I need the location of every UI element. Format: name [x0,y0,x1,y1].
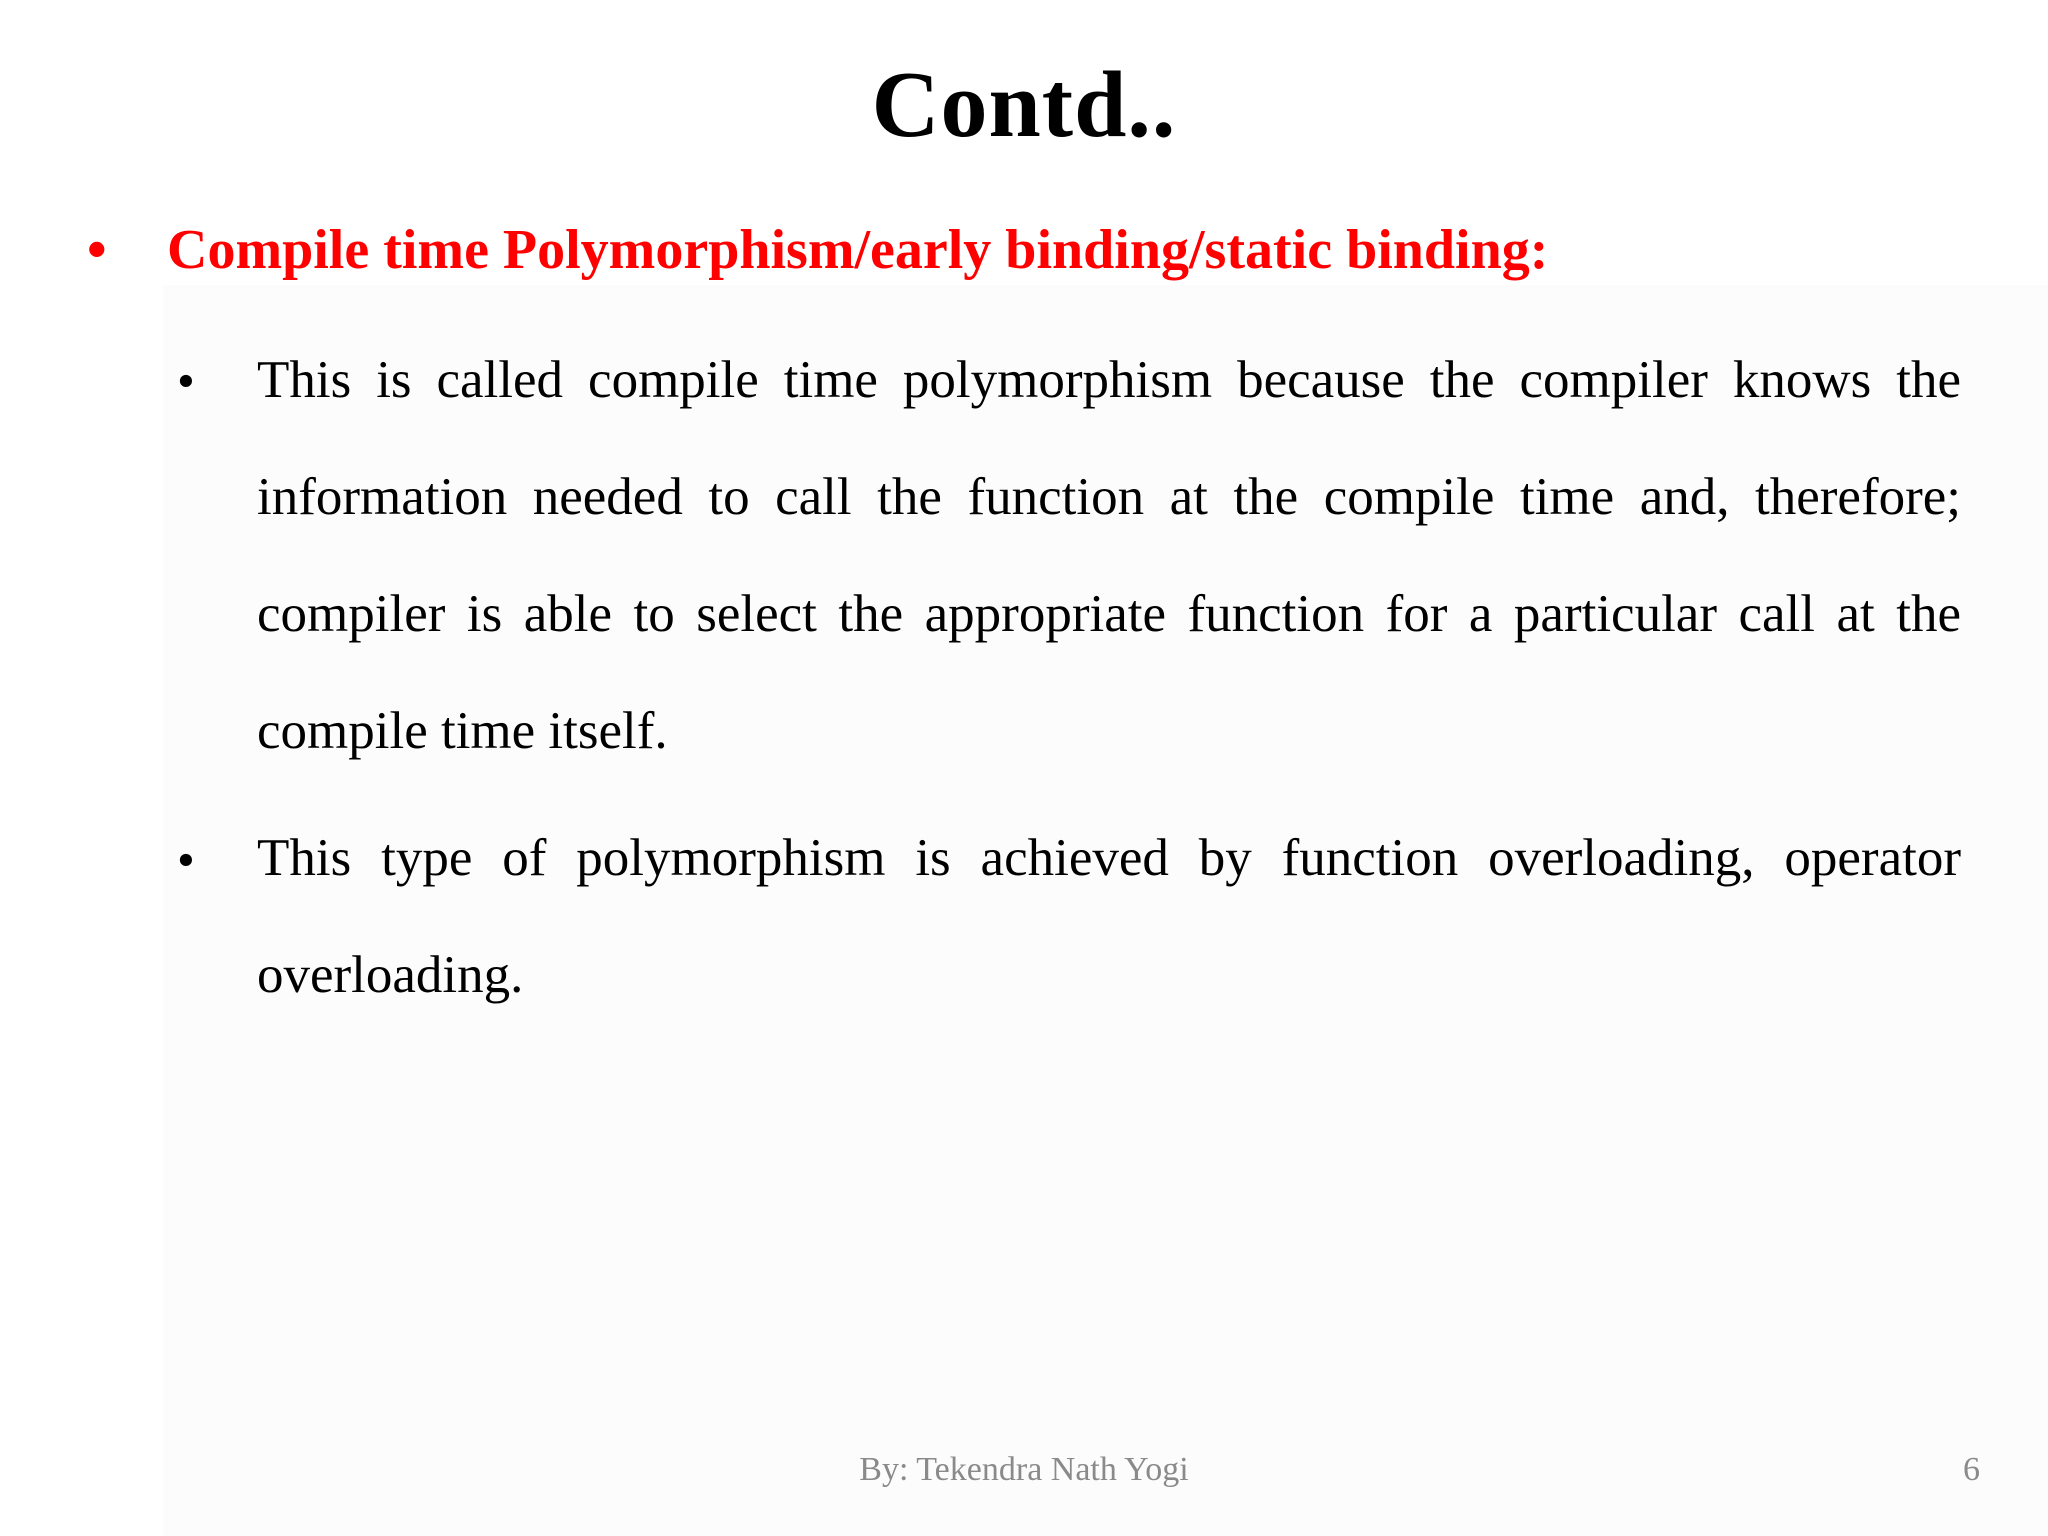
footer-author: By: Tekendra Nath Yogi [859,1451,1189,1488]
bullet-marker: • [177,354,195,410]
bullet-point-text: This is called compile time polymorphism because the compiler knows the information needed to call the function at the compile time and, therefore; compiler is able to select the appropriate function for a particular call at the compile time itself. [257,351,1961,760]
heading-text: Compile time Polymorphism/early binding/static binding: [167,219,1549,281]
bullet-marker: • [87,219,107,281]
slide-title: Contd.. [871,53,1177,157]
bullet-point-text: This type of polymorphism is achieved by function overloading, operator overloading. [257,829,1961,1004]
bullet-marker: • [177,833,195,889]
page-number: 6 [1963,1451,1980,1488]
